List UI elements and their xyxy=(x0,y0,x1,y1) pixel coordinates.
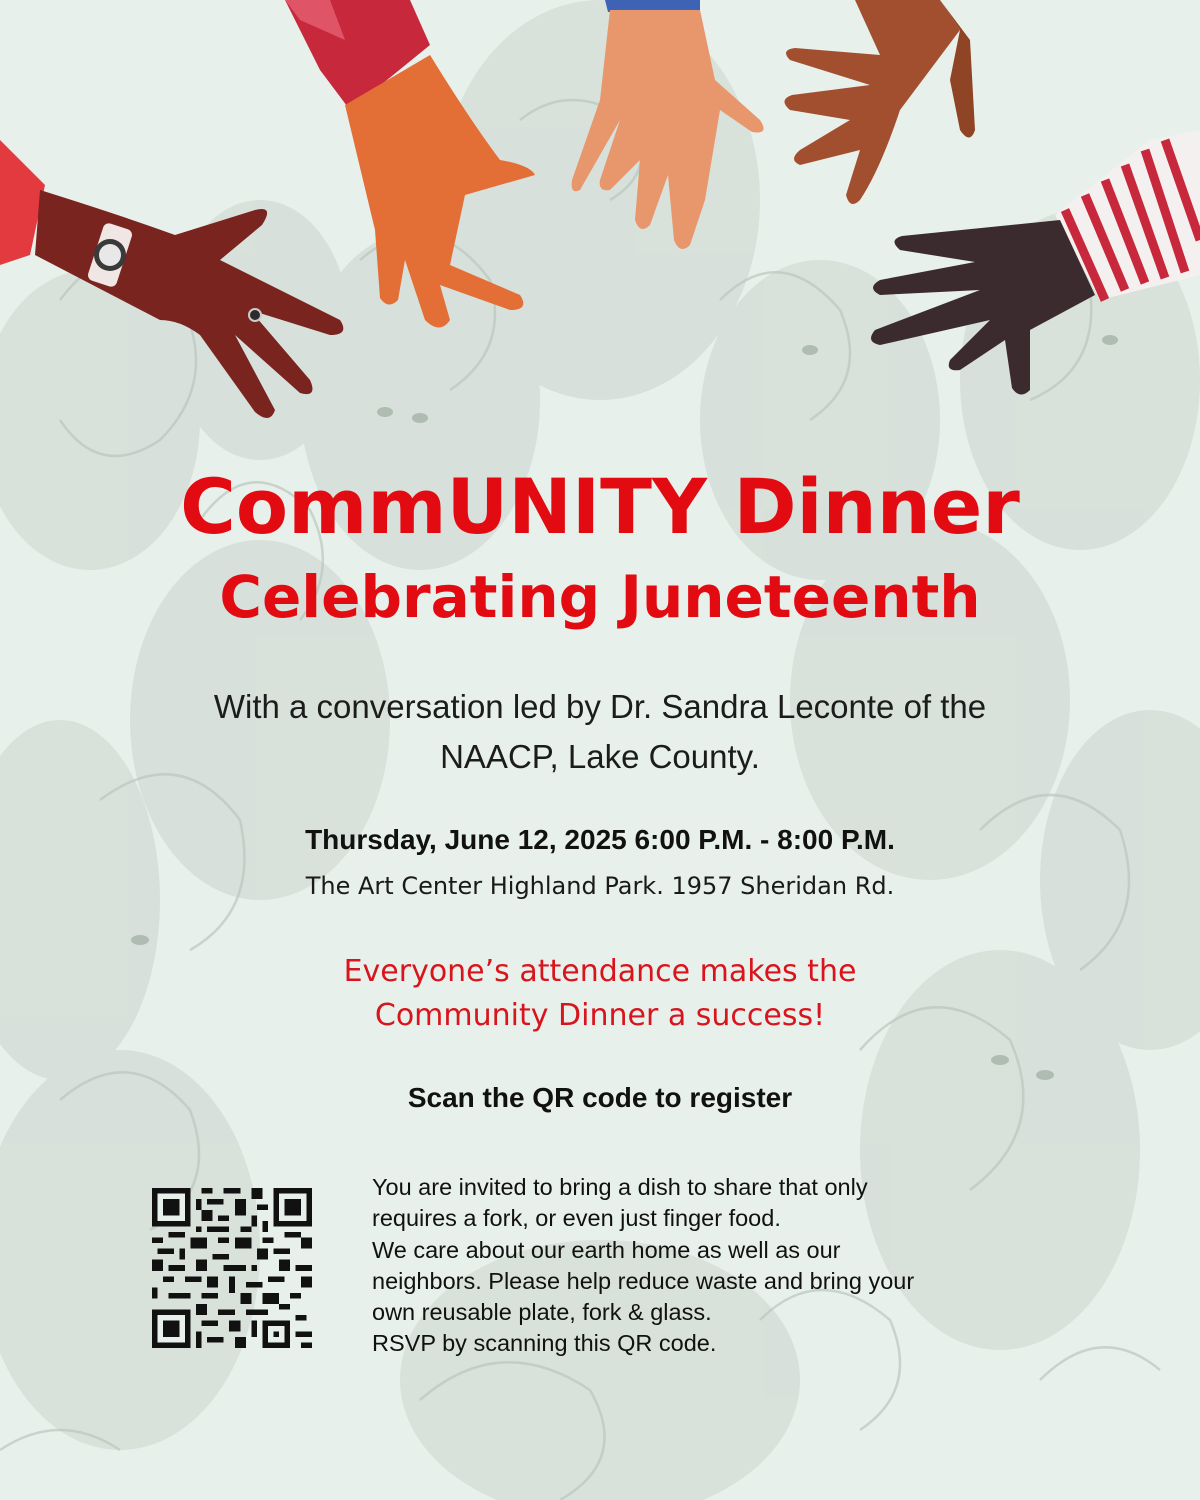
event-details xyxy=(372,1172,1012,1360)
hand-left xyxy=(0,140,343,418)
event-datetime: Thursday, June 12, 2025 6:00 P.M. - 8:00 P.M. xyxy=(305,824,895,855)
hand-tan xyxy=(572,0,764,249)
details-line: requires a fork, or even just finger food. xyxy=(372,1205,781,1232)
attendance-message xyxy=(200,950,1000,1038)
conversation-line: With a conversation led by Dr. Sandra Leconte of the xyxy=(213,688,987,725)
reaching-hands-illustration xyxy=(0,0,1200,420)
attendance-line: Community Dinner a success! xyxy=(374,998,826,1033)
details-line: neighbors. Please help reduce waste and bring your xyxy=(372,1267,915,1294)
qr-code-icon[interactable] xyxy=(152,1188,312,1348)
details-line: RSVP by scanning this QR code. xyxy=(372,1330,717,1357)
details-line: We care about our earth home as well as our xyxy=(372,1236,841,1263)
attendance-line: Everyone’s attendance makes the xyxy=(343,954,857,989)
hand-orange xyxy=(285,0,535,328)
conversation-description xyxy=(150,682,1050,782)
scan-instruction: Scan the QR code to register xyxy=(407,1082,793,1113)
event-location: The Art Center Highland Park. 1957 Sheridan Rd. xyxy=(305,872,895,900)
hand-brown xyxy=(784,0,975,204)
details-line: You are invited to bring a dish to share that only xyxy=(372,1174,868,1200)
hand-dark xyxy=(871,130,1200,395)
conversation-line: NAACP, Lake County. xyxy=(440,738,760,775)
event-subtitle: Celebrating Juneteenth xyxy=(219,563,981,631)
details-line: own reusable plate, fork & glass. xyxy=(372,1299,712,1326)
event-title: CommUNITY Dinner xyxy=(180,462,1020,551)
